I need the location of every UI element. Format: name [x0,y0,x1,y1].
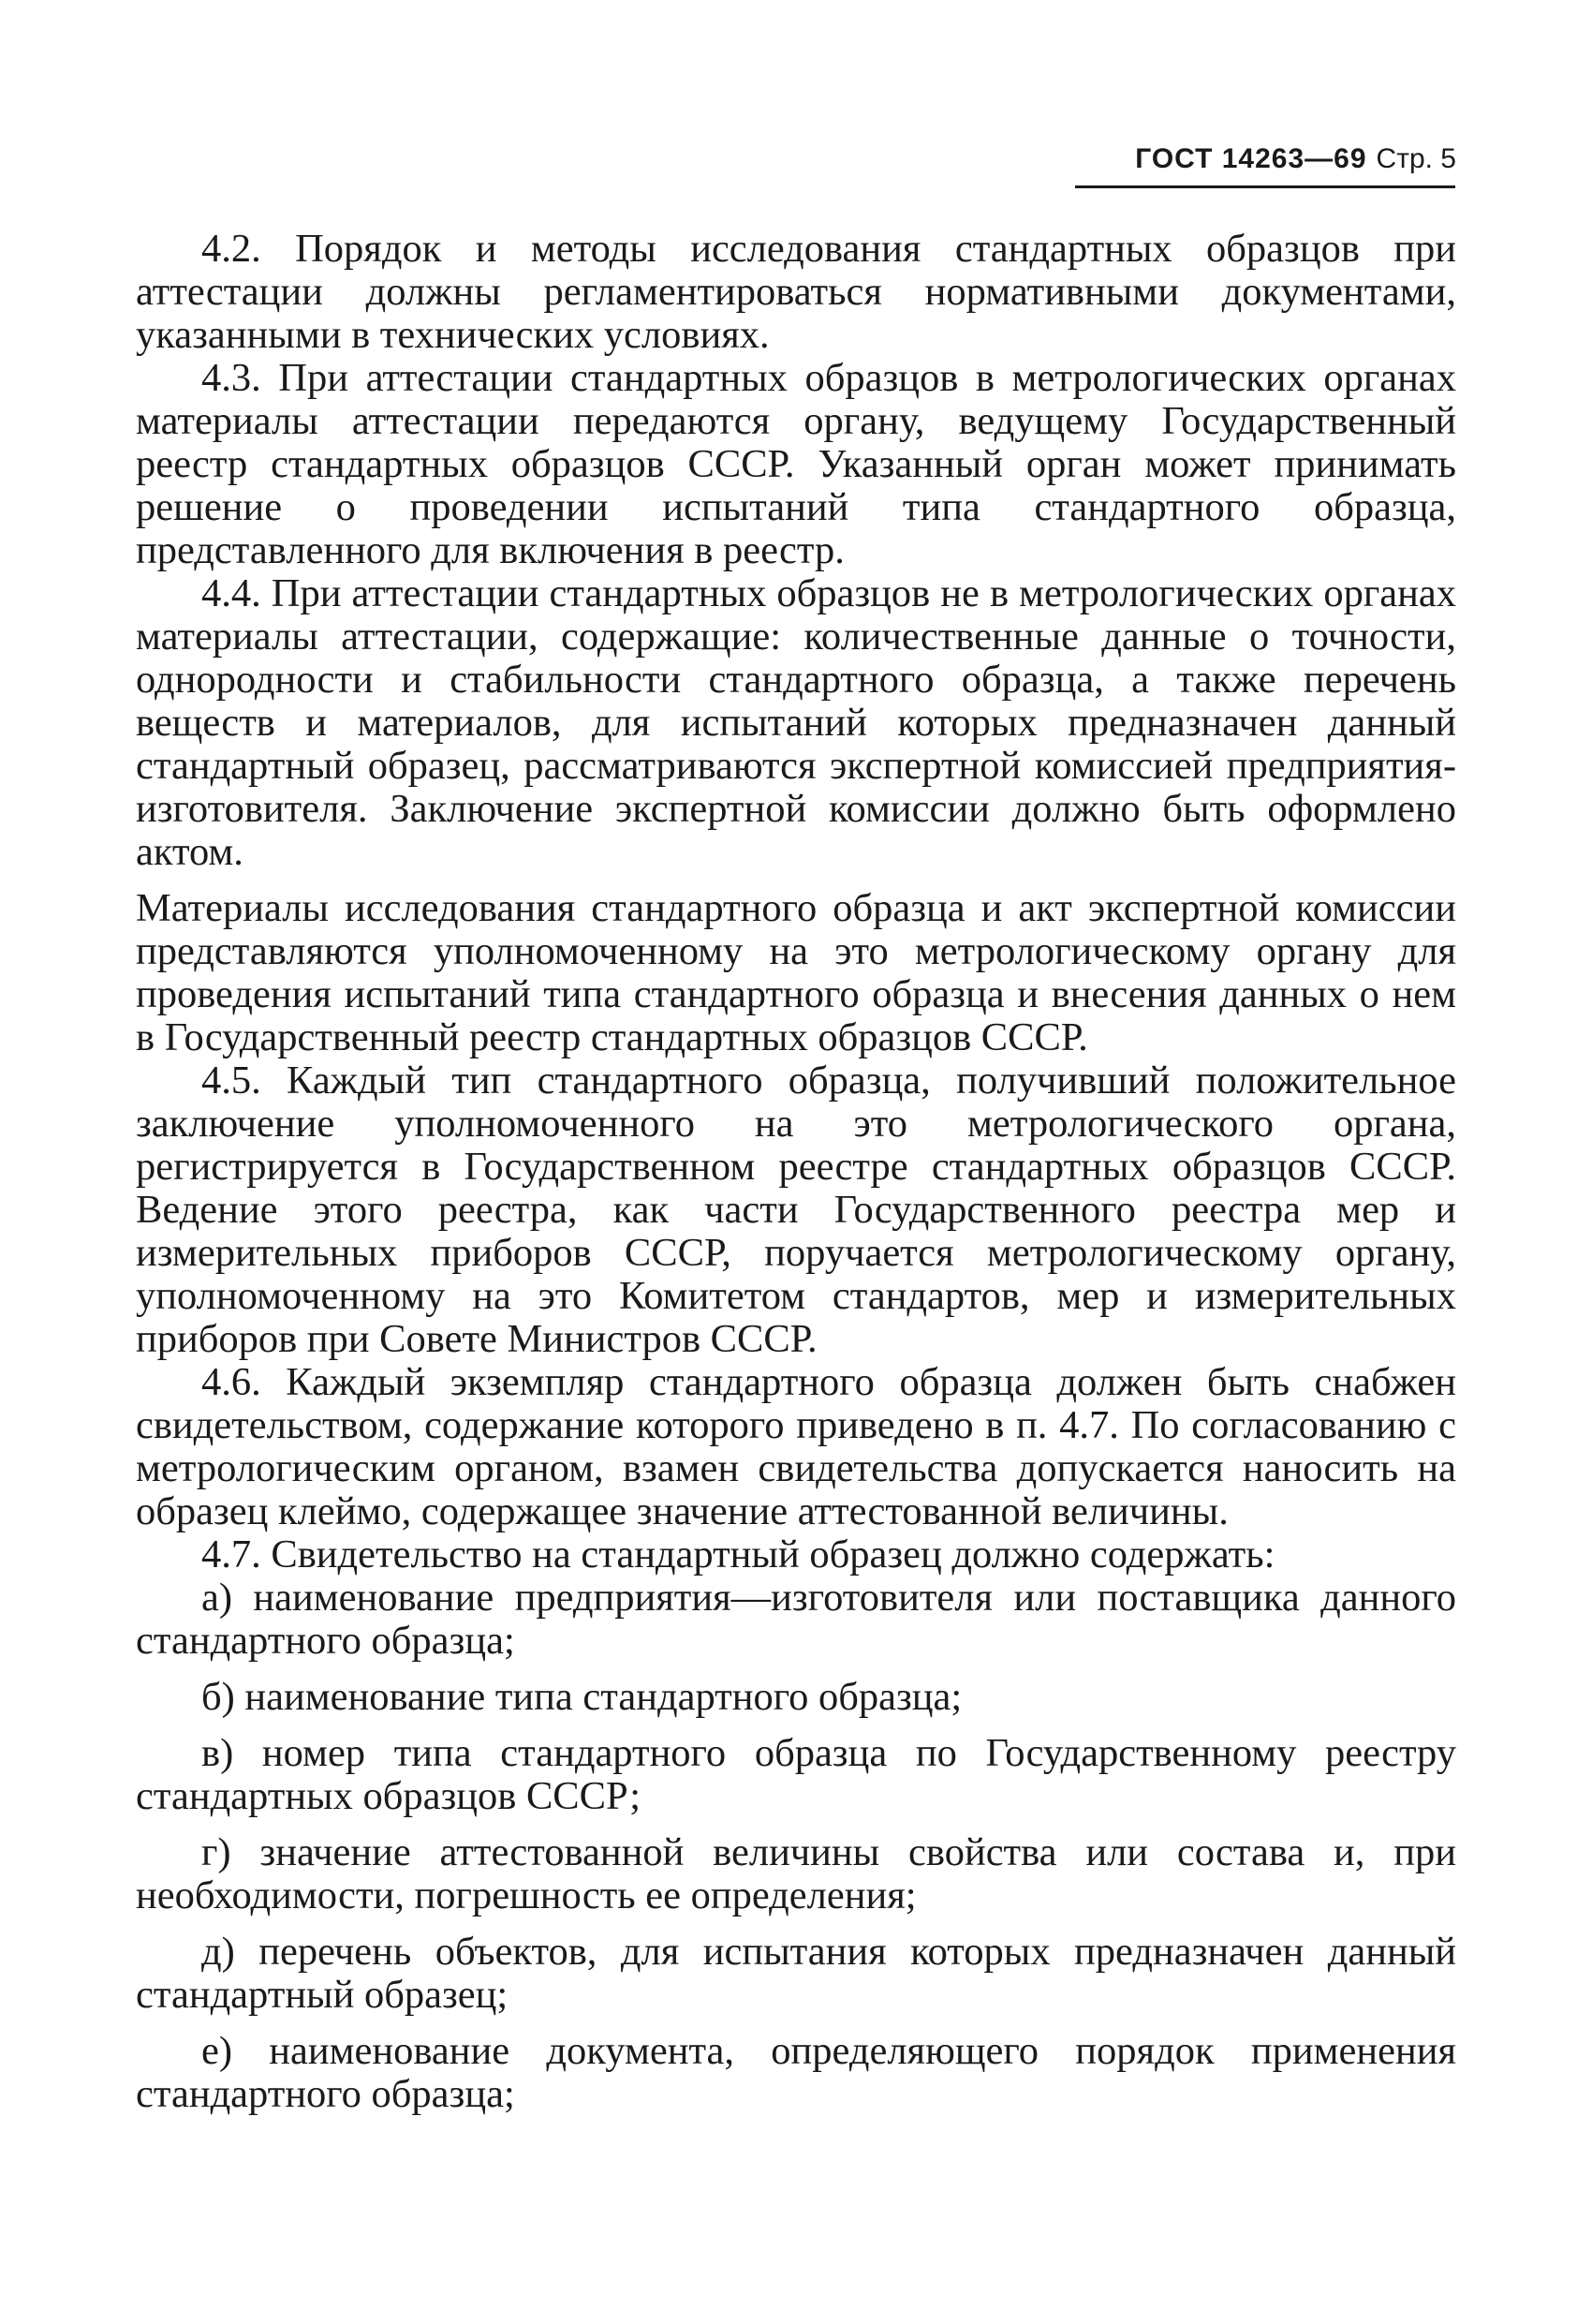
paragraph-4-7: 4.7. Свидетельство на стандартный образец должно содержать: [201,1532,1275,1576]
paragraph-4-3: 4.3. При аттестации стандартных образцов в метрологических органах материалы аттестации передаются органу, ведущему Государственный реестр стандартных образцов СССР. Указанный орган может принимать решение о проведении испытаний типа стандартного образца, представленного для включения в реестр. [136,356,1456,572]
list-item-g: г) значение аттестованной величины свойства или состава и, при необходимости, погрешность ее определения; [136,1830,1456,1917]
list-item-a: а) наименование предприятия—изготовителя или поставщика данного стандартного образца; [136,1576,1456,1663]
paragraph-4-2: 4.2. Порядок и методы исследования стандартных образцов при аттестации должны регламентироваться нормативными документами, указанными в технических условиях. [136,227,1456,357]
document-body [136,228,1456,2116]
page-header [1063,141,1456,187]
header-rule [1075,185,1455,188]
paragraph-4-6: 4.6. Каждый экземпляр стандартного образца должен быть снабжен свидетельством, содержание которого приведено в п. 4.7. По согласованию с метрологическим органом, взамен свидетельства допускается наносить на образец клеймо, содержащее значение аттестованной величины. [136,1360,1456,1533]
list-item-b: б) наименование типа стандартного образца; [201,1675,963,1719]
standard-number: ГОСТ 14263—69 [1135,143,1367,174]
page-number: Стр. 5 [1376,143,1456,174]
paragraph-4-4-continued: Материалы исследования стандартного образца и акт экспертной комиссии представляются уполномоченному на это метрологическому органу для проведения испытаний типа стандартного образца и внесения данных о нем в Государственный реестр стандартных образцов СССР. [136,886,1456,1059]
paragraph-4-4: 4.4. При аттестации стандартных образцов не в метрологических органах материалы аттестации, содержащие: количественные данные о точности, однородности и стабильности стандартного образца, а также перечень веществ и материалов, для испытаний которых предназначен данный стандартный образец, рассматриваются экспертной комиссией предприятия-изготовителя. Заключение экспертной комиссии должно быть оформлено актом. [136,571,1456,874]
list-item-e: е) наименование документа, определяющего порядок применения стандартного образца; [136,2029,1456,2116]
paragraph-4-5: 4.5. Каждый тип стандартного образца, получивший положительное заключение уполномоченного на это метрологического органа, регистрируется в Государственном реестре стандартных образцов СССР. Ведение этого реестра, как части Государственного реестра мер и измерительных приборов СССР, поручается метрологическому органу, уполномоченному на это Комитетом стандартов, мер и измерительных приборов при Совете Министров СССР. [136,1058,1456,1361]
list-item-v: в) номер типа стандартного образца по Государственному реестру стандартных образцов СССР; [136,1731,1456,1818]
list-item-d: д) перечень объектов, для испытания которых предназначен данный стандартный образец; [136,1930,1456,2017]
